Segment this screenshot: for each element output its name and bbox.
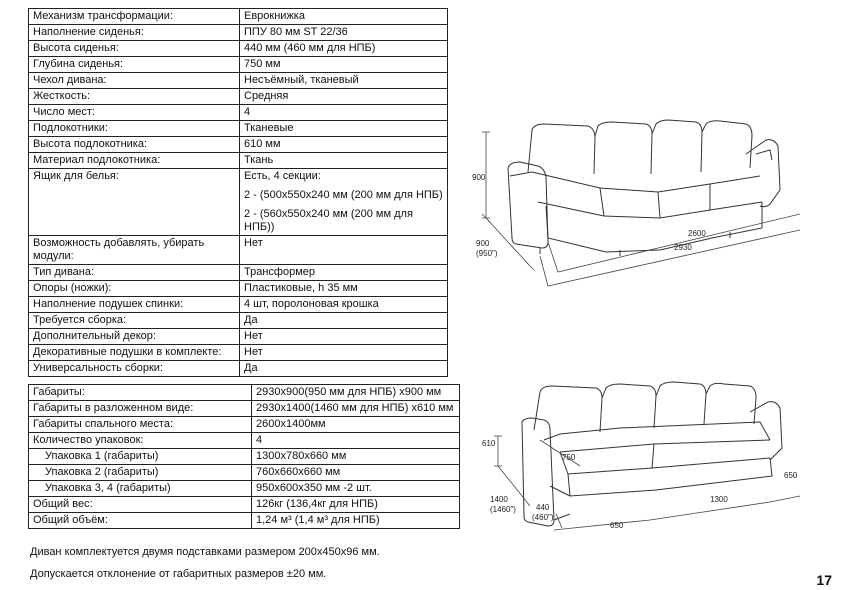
specs-table	[28, 8, 448, 377]
dim-depth-unfolded-npb: (1460")	[490, 505, 516, 514]
row-label: Габариты в разложенном виде:	[29, 401, 252, 417]
spec-row	[29, 236, 448, 265]
row-value-line: 2 - (500х550х240 мм (200 мм для НПБ)	[244, 189, 443, 201]
spec-row	[29, 329, 448, 345]
row-value: Несъёмный, тканевый	[240, 73, 448, 89]
row-label: Материал подлокотника:	[29, 153, 240, 169]
row-value: Средняя	[240, 89, 448, 105]
spec-row	[29, 25, 448, 41]
row-value: Да	[240, 313, 448, 329]
dimension-row	[29, 449, 460, 465]
row-label: Жесткость:	[29, 89, 240, 105]
dimension-row	[29, 417, 460, 433]
spec-row	[29, 121, 448, 137]
dim-arm-height: 610	[482, 439, 496, 448]
row-value: 760х660х660 мм	[252, 465, 460, 481]
row-value: Трансформер	[240, 265, 448, 281]
row-value: ППУ 80 мм ST 22/36	[240, 25, 448, 41]
dimension-row	[29, 465, 460, 481]
dimension-row	[29, 481, 460, 497]
dim-seat-height-npb: (460")	[532, 513, 554, 522]
row-value: Тканевые	[240, 121, 448, 137]
row-label: Подлокотники:	[29, 121, 240, 137]
row-label: Габариты:	[29, 385, 252, 401]
row-value: Нет	[240, 236, 448, 265]
row-value: 610 мм	[240, 137, 448, 153]
spec-row	[29, 73, 448, 89]
row-label: Упаковка 1 (габариты)	[29, 449, 252, 465]
row-label: Число мест:	[29, 105, 240, 121]
row-value: Пластиковые, h 35 мм	[240, 281, 448, 297]
row-label: Упаковка 3, 4 (габариты)	[29, 481, 252, 497]
row-label: Возможность добавлять, убирать модули:	[29, 236, 240, 265]
row-label: Общий объём:	[29, 513, 252, 529]
row-value	[240, 169, 448, 236]
row-value-line: 2 - (560х550х240 мм (200 мм для НПБ))	[244, 208, 413, 233]
dim-width-sleep: 2600	[688, 229, 706, 238]
spec-row	[29, 137, 448, 153]
row-value: Да	[240, 361, 448, 377]
row-label: Наполнение подушек спинки:	[29, 297, 240, 313]
row-label: Количество упаковок:	[29, 433, 252, 449]
dim-seat-height: 440	[536, 503, 550, 512]
spec-row	[29, 265, 448, 281]
dim-depth: 900	[476, 239, 490, 248]
dim-width-right: 650	[784, 471, 798, 480]
row-label: Габариты спального места:	[29, 417, 252, 433]
dimension-row	[29, 433, 460, 449]
spec-row	[29, 89, 448, 105]
row-value: 2600х1400мм	[252, 417, 460, 433]
page-number: 17	[816, 572, 832, 588]
dimension-row	[29, 385, 460, 401]
note-tolerance: Допускается отклонение от габаритных размеров ±20 мм.	[30, 568, 327, 580]
row-value: 950х600х350 мм -2 шт.	[252, 481, 460, 497]
spec-row	[29, 169, 448, 236]
spec-row	[29, 41, 448, 57]
spec-row	[29, 361, 448, 377]
dim-seat-depth: 750	[562, 453, 576, 462]
dimensions-table	[28, 384, 460, 529]
spec-row	[29, 313, 448, 329]
row-value: 4	[240, 105, 448, 121]
spec-row	[29, 9, 448, 25]
dim-width-left: 650	[610, 521, 624, 530]
row-label: Наполнение сиденья:	[29, 25, 240, 41]
row-value: 4 шт, поролоновая крошка	[240, 297, 448, 313]
row-label: Декоративные подушки в комплекте:	[29, 345, 240, 361]
row-value: Нет	[240, 329, 448, 345]
dimension-row	[29, 401, 460, 417]
row-value-line: Есть, 4 секции:	[244, 170, 321, 182]
sofa-drawing-unfolded	[470, 378, 815, 538]
row-value: 2930х900(950 мм для НПБ) х900 мм	[252, 385, 460, 401]
row-value: 750 мм	[240, 57, 448, 73]
row-value: Еврокнижка	[240, 9, 448, 25]
dim-width-middle: 1300	[710, 495, 728, 504]
note-stands: Диван комплектуется двумя подставками размером 200х450х96 мм.	[30, 546, 380, 558]
row-label: Высота сиденья:	[29, 41, 240, 57]
row-value: Ткань	[240, 153, 448, 169]
sofa-outline	[508, 120, 780, 256]
spec-row	[29, 281, 448, 297]
spec-row	[29, 345, 448, 361]
spec-row	[29, 105, 448, 121]
row-label: Общий вес:	[29, 497, 252, 513]
row-value: 1,24 м³ (1,4 м³ для НПБ)	[252, 513, 460, 529]
dim-depth-npb: (950")	[476, 249, 498, 258]
sofa-drawing-assembled	[470, 110, 805, 310]
row-label: Глубина сиденья:	[29, 57, 240, 73]
row-value: 1300х780х660 мм	[252, 449, 460, 465]
row-label: Ящик для белья:	[29, 169, 240, 236]
row-value: 4	[252, 433, 460, 449]
row-value: 126кг (136,4кг для НПБ)	[252, 497, 460, 513]
row-label: Механизм трансформации:	[29, 9, 240, 25]
dimension-row	[29, 497, 460, 513]
dim-height: 900	[472, 173, 486, 182]
row-label: Дополнительный декор:	[29, 329, 240, 345]
row-label: Чехол дивана:	[29, 73, 240, 89]
dim-width-total: 2930	[674, 243, 692, 252]
row-label: Тип дивана:	[29, 265, 240, 281]
row-label: Упаковка 2 (габариты)	[29, 465, 252, 481]
row-label: Универсальность сборки:	[29, 361, 240, 377]
row-value: 440 мм (460 мм для НПБ)	[240, 41, 448, 57]
spec-row	[29, 153, 448, 169]
row-label: Опоры (ножки):	[29, 281, 240, 297]
spec-row	[29, 297, 448, 313]
row-value: 2930х1400(1460 мм для НПБ) х610 мм	[252, 401, 460, 417]
dim-depth-unfolded: 1400	[490, 495, 508, 504]
row-label: Требуется сборка:	[29, 313, 240, 329]
row-label: Высота подлокотника:	[29, 137, 240, 153]
row-value: Нет	[240, 345, 448, 361]
spec-row	[29, 57, 448, 73]
dimension-row	[29, 513, 460, 529]
